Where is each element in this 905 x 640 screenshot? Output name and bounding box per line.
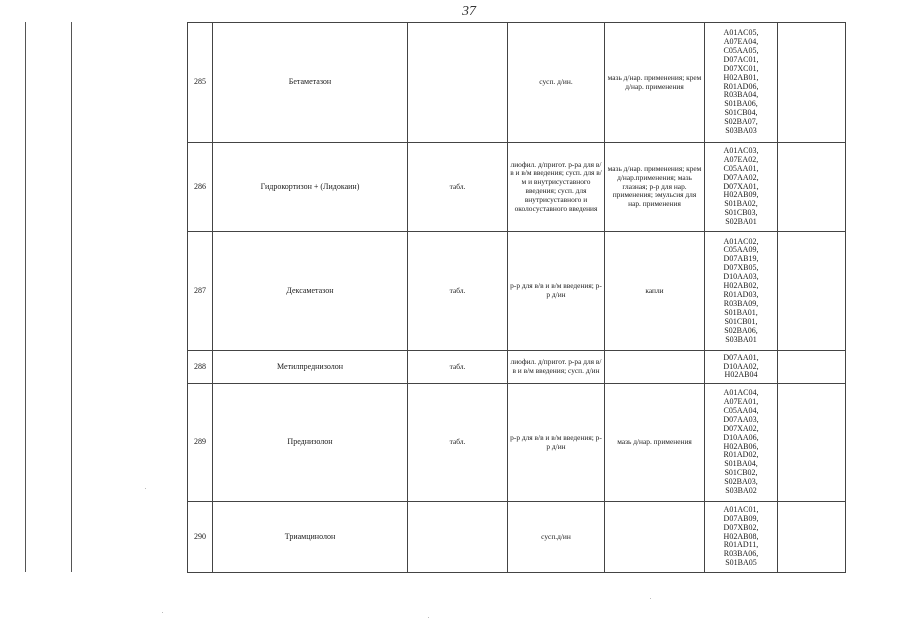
- atc-code: S03BA03: [725, 126, 757, 136]
- table-row: [188, 23, 846, 143]
- left-column-line: [71, 22, 72, 572]
- atc-code: C05AA01,: [723, 163, 759, 173]
- atc-code: A01AC03,: [723, 145, 759, 155]
- atc-code: H02AB08,: [723, 531, 759, 541]
- empty-cell: [778, 351, 846, 384]
- atc-code: S01BA01,: [724, 307, 758, 317]
- atc-code: S01BA04,: [724, 459, 758, 469]
- page-number: 37: [462, 4, 476, 19]
- atc-code: A01AC02,: [723, 236, 759, 246]
- scan-speck: [162, 612, 163, 613]
- form-topical: [605, 502, 705, 573]
- scan-speck: [650, 598, 651, 599]
- table-row: [188, 502, 846, 573]
- atc-code: S01BA06,: [724, 99, 758, 109]
- row-number: 288: [188, 351, 213, 384]
- atc-code: S01BA05: [725, 558, 757, 568]
- atc-code: D07AC01,: [723, 54, 759, 64]
- drug-name: Триамцинолон: [213, 502, 408, 573]
- atc-code: S01CB01,: [724, 316, 758, 326]
- row-number: 285: [188, 23, 213, 143]
- atc-code: R01AD11,: [723, 540, 759, 550]
- atc-code: S01CB03,: [724, 208, 758, 218]
- atc-code: D07XA02,: [723, 423, 759, 433]
- scan-speck: [428, 617, 429, 618]
- form-injection: р-р для в/в и в/м введения; р-р д/ин: [508, 384, 605, 502]
- table-row: [188, 351, 846, 384]
- row-number: 287: [188, 232, 213, 351]
- form-tablet: табл.: [408, 143, 508, 232]
- atc-code: R01AD02,: [723, 450, 759, 460]
- medication-table: [187, 22, 846, 573]
- atc-code: A07EA04,: [723, 36, 759, 46]
- drug-name: Гидрокортизон + (Лидокаин): [213, 143, 408, 232]
- form-tablet: табл.: [408, 232, 508, 351]
- atc-codes: [705, 23, 778, 143]
- form-tablet: [408, 502, 508, 573]
- form-injection: лиофил. д/пригот. р-ра для в/в и в/м введения; сусп. д/ин: [508, 351, 605, 384]
- table-body: [188, 23, 846, 573]
- form-tablet: [408, 23, 508, 143]
- empty-cell: [778, 384, 846, 502]
- form-topical: капли: [605, 232, 705, 351]
- row-number: 290: [188, 502, 213, 573]
- atc-code: R03BA09,: [723, 298, 759, 308]
- atc-code: R03BA06,: [723, 549, 759, 559]
- atc-code: H02AB02,: [723, 281, 759, 291]
- atc-code: D07XC01,: [723, 63, 759, 73]
- atc-code: D07AA02,: [723, 172, 759, 182]
- atc-code: D07AB09,: [723, 513, 759, 523]
- atc-codes: [705, 351, 778, 384]
- drug-name: Метилпреднизолон: [213, 351, 408, 384]
- atc-code: D07XB02,: [723, 522, 759, 532]
- empty-cell: [778, 232, 846, 351]
- atc-code: D07XA01,: [723, 181, 759, 191]
- atc-code: D07AA01,: [723, 352, 759, 362]
- atc-code: H02AB04: [724, 370, 758, 380]
- drug-name: Дексаметазон: [213, 232, 408, 351]
- atc-code: S01BA02,: [724, 199, 758, 209]
- empty-cell: [778, 23, 846, 143]
- atc-code: D10AA06,: [723, 432, 759, 442]
- form-topical: мазь д/нар. применения; крем д/нар.применения; мазь глазная; р-р для нар. применения; эмульсия для нар. применения: [605, 143, 705, 232]
- form-topical: мазь д/нар. применения: [605, 384, 705, 502]
- atc-code: A01AC05,: [723, 28, 759, 38]
- form-topical: [605, 351, 705, 384]
- table-row: [188, 384, 846, 502]
- atc-code: S02BA06,: [724, 325, 758, 335]
- atc-codes: [705, 502, 778, 573]
- atc-code: S01CB02,: [724, 468, 758, 478]
- empty-cell: [778, 143, 846, 232]
- atc-code: H02AB06,: [723, 441, 759, 451]
- form-tablet: табл.: [408, 351, 508, 384]
- atc-codes: [705, 232, 778, 351]
- atc-code: R03BA04,: [723, 90, 759, 100]
- atc-code: S02BA07,: [724, 117, 758, 127]
- row-number: 286: [188, 143, 213, 232]
- atc-code: D10AA03,: [723, 272, 759, 282]
- atc-code: D07AA03,: [723, 414, 759, 424]
- atc-code: A07EA01,: [723, 396, 759, 406]
- atc-code: H02AB01,: [723, 72, 759, 82]
- form-injection: сусп. д/ин.: [508, 23, 605, 143]
- atc-code: H02AB09,: [723, 190, 759, 200]
- drug-name: Преднизолон: [213, 384, 408, 502]
- form-injection: р-р для в/в и в/м введения; р-р д/ин: [508, 232, 605, 351]
- form-topical: мазь д/нар. применения; крем д/нар. применения: [605, 23, 705, 143]
- atc-codes: [705, 143, 778, 232]
- atc-code: C05AA09,: [723, 245, 759, 255]
- table-row: [188, 232, 846, 351]
- row-number: 289: [188, 384, 213, 502]
- atc-code: S03BA02: [725, 486, 757, 496]
- form-injection: сусп.д/ин: [508, 502, 605, 573]
- atc-code: C05AA05,: [723, 45, 759, 55]
- atc-code: S02BA03,: [724, 477, 758, 487]
- table-row: [188, 143, 846, 232]
- atc-code: S01CB04,: [724, 108, 758, 118]
- atc-code: A01AC01,: [723, 504, 759, 514]
- left-border-line: [25, 22, 26, 572]
- atc-code: A01AC04,: [723, 388, 759, 398]
- atc-code: A07EA02,: [723, 154, 759, 164]
- scan-speck: [145, 488, 146, 489]
- atc-code: S03BA01: [725, 334, 757, 344]
- form-tablet: табл.: [408, 384, 508, 502]
- atc-code: D07XB05,: [723, 263, 759, 273]
- atc-code: S02BA01: [725, 217, 757, 227]
- atc-code: R01AD03,: [723, 290, 759, 299]
- atc-code: D07AB19,: [723, 254, 759, 264]
- atc-code: R01AD06,: [723, 81, 759, 91]
- atc-codes: [705, 384, 778, 502]
- empty-cell: [778, 502, 846, 573]
- atc-code: D10AA02,: [723, 361, 759, 371]
- form-injection: лиофил. д/пригот. р-ра для в/в и в/м введения; сусп. для в/м и внутрисуставного введения; сусп. для внутрисуставного и околосуставного введения: [508, 143, 605, 232]
- atc-code: C05AA04,: [723, 405, 759, 415]
- drug-name: Бетаметазон: [213, 23, 408, 143]
